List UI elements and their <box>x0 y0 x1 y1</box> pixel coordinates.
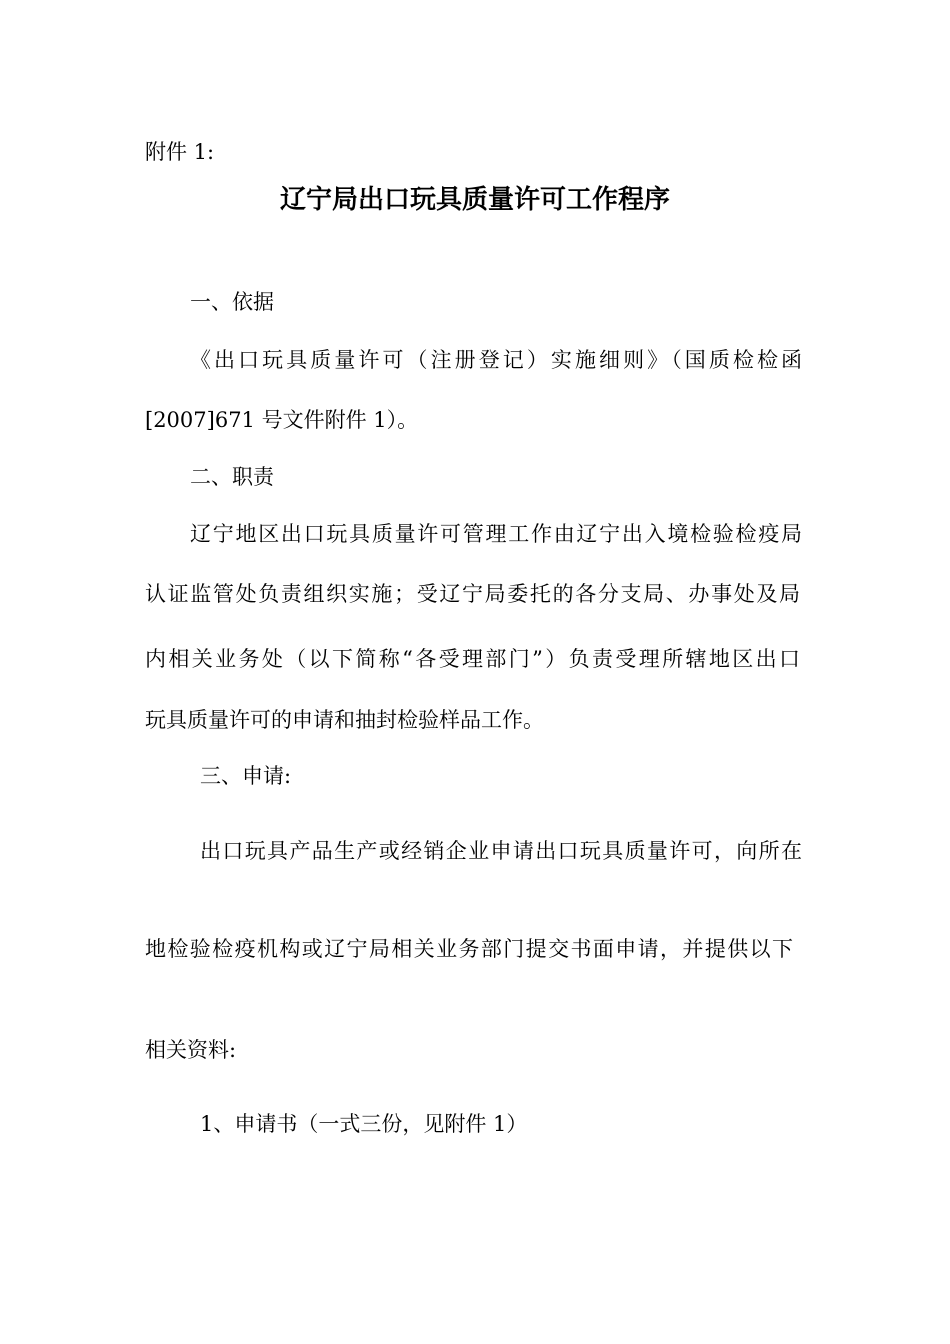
page-title: 辽宁局出口玩具质量许可工作程序 <box>279 185 670 215</box>
list-item: 1、申请书（一式三份，见附件 1） <box>200 1112 528 1136</box>
duties-paragraph-line-2: 认证监管处负责组织实施；受辽宁局委托的各分支局、办事处及局 <box>145 582 800 606</box>
duties-paragraph-line-3: 内相关业务处（以下简称“各受理部门”）负责受理所辖地区出口 <box>145 647 800 671</box>
duties-paragraph-line-1: 辽宁地区出口玩具质量许可管理工作由辽宁出入境检验检疫局 <box>190 522 802 546</box>
attachment-label: 附件 1: <box>145 140 215 164</box>
section-heading-duties: 二、职责 <box>190 465 274 489</box>
application-paragraph-line-1: 出口玩具产品生产或经销企业申请出口玩具质量许可，向所在 <box>200 839 802 863</box>
application-paragraph-line-3: 相关资料: <box>145 1038 237 1062</box>
duties-paragraph-line-4: 玩具质量许可的申请和抽封检验样品工作。 <box>145 708 544 732</box>
basis-paragraph-line-1: 《出口玩具质量许可（注册登记）实施细则》（国质检检函 <box>190 348 802 372</box>
section-heading-basis: 一、依据 <box>190 290 274 314</box>
application-paragraph-line-2: 地检验检疫机构或辽宁局相关业务部门提交书面申请，并提供以下 <box>145 937 793 961</box>
section-heading-application: 三、申请: <box>200 764 292 788</box>
basis-paragraph-line-2: [2007]671 号文件附件 1）。 <box>145 408 419 432</box>
